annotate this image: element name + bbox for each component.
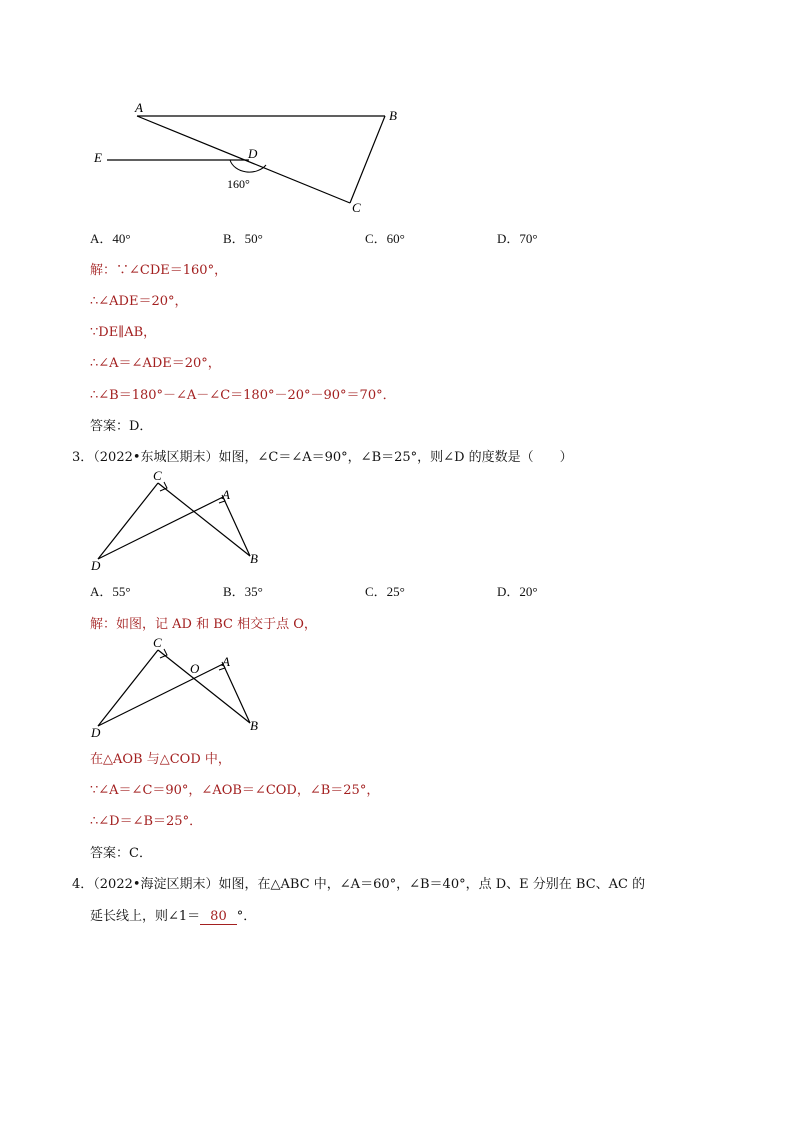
q3-answer: 答案：C． [90,846,152,861]
label-D: D [91,558,101,573]
label-E: E [94,150,102,165]
q3-solution-line-2: ∵∠A＝∠C＝90°，∠AOB＝∠COD，∠B＝25°， [90,783,380,798]
figure-crossed-triangles [85,465,275,575]
label-A: A [222,654,230,669]
q2-solution-line-5: ∴∠B＝180°－∠A－∠C＝180°－20°－90°＝70°． [90,388,396,403]
label-A: A [135,100,143,115]
q3-option-a: A．55° [90,584,131,599]
q2-option-d: D．70° [497,231,538,246]
figure-parallel-lines [80,95,420,220]
q3-solution-line-1: 在△AOB 与△COD 中， [90,752,231,767]
q4-stem-suffix: °． [236,909,257,924]
label-C: C [153,635,162,650]
label-A: A [222,487,230,502]
label-C: C [153,468,162,483]
label-B: B [389,108,397,123]
label-B: B [250,551,258,566]
label-C: C [352,200,361,215]
q3-stem: 3．（2022•东城区期末）如图，∠C＝∠A＝90°，∠B＝25°，则∠D 的度数是（ ） [72,450,573,465]
label-O: O [190,661,200,676]
q3-solution-intro: 解：如图，记 AD 和 BC 相交于点 O， [90,617,317,632]
q2-option-a: A．40° [90,231,131,246]
q2-solution-line-1: 解：∵∠CDE＝160°， [90,263,228,278]
label-B: B [250,718,258,733]
q2-answer: 答案：D． [90,419,153,434]
label-D: D [91,725,101,740]
angle-label: 160° [227,177,250,191]
q2-solution-line-3: ∵DE∥AB， [90,325,157,340]
q2-solution-line-2: ∴∠ADE＝20°， [90,294,188,309]
q3-option-b: B．35° [223,584,263,599]
q4-answer-blank: 80 [200,909,237,925]
label-D: D [248,146,258,161]
q4-stem-line-1: 4．（2022•海淀区期末）如图，在△ABC 中，∠A＝60°，∠B＝40°，点 D、E 分别在 BC、AC 的 [72,877,646,892]
q2-option-c: C．60° [365,231,405,246]
q3-option-d: D．20° [497,584,538,599]
q2-solution-line-4: ∴∠A＝∠ADE＝20°， [90,356,221,371]
q3-solution-line-3: ∴∠D＝∠B＝25°． [90,814,203,829]
q3-option-c: C．25° [365,584,405,599]
q4-stem-line-2 [90,905,256,925]
q4-stem-prefix: 延长线上，则∠1＝ [90,909,201,924]
figure-crossed-triangles-o [85,632,275,742]
q2-option-b: B．50° [223,231,263,246]
